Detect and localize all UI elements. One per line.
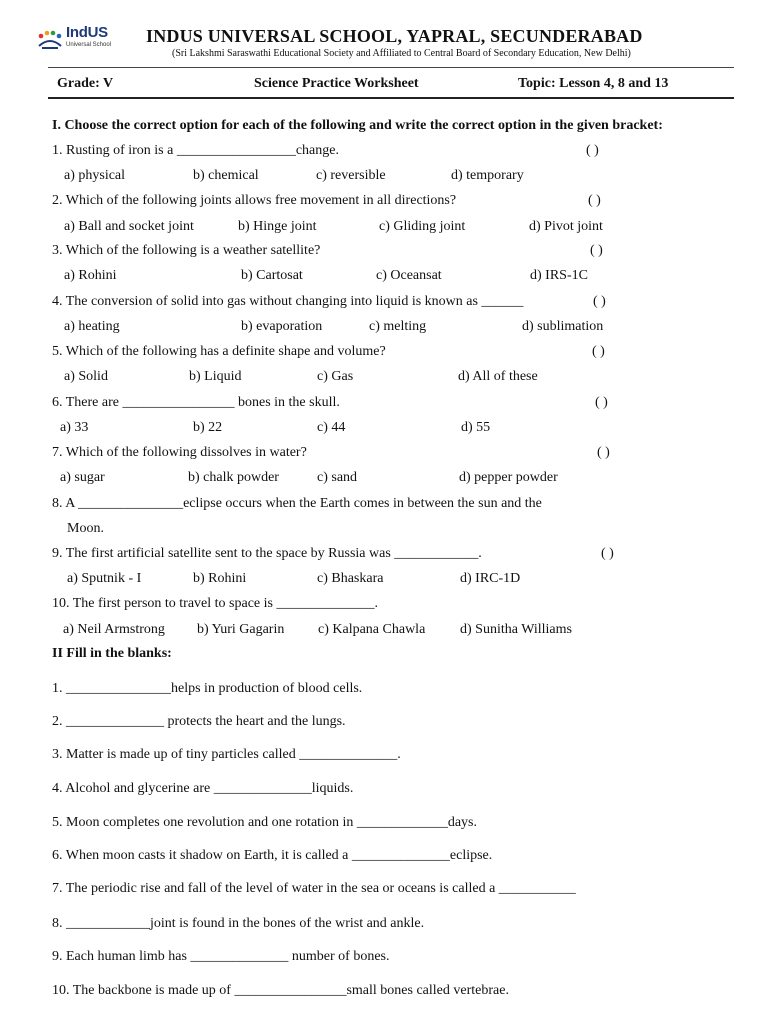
school-name: INDUS UNIVERSAL SCHOOL, YAPRAL, SECUNDERABAD (146, 26, 643, 46)
q9-option-a: a) Sputnik - I (67, 571, 142, 586)
q4-option-c: c) melting (369, 319, 427, 334)
answer-bracket-5: ( ) (592, 344, 605, 359)
q3-option-a: a) Rohini (64, 268, 117, 283)
fill-blank-2: 2. ______________ protects the heart and the lungs. (52, 714, 346, 729)
q3-option-b: b) Cartosat (241, 268, 303, 283)
fill-blank-8: 8. ____________joint is found in the bones of the wrist and ankle. (52, 916, 425, 931)
header-divider-bold (48, 97, 734, 99)
q4-option-b: b) evaporation (241, 319, 323, 334)
q6-option-d: d) 55 (461, 420, 491, 435)
answer-bracket-6: ( ) (595, 395, 608, 410)
q9-option-c: c) Bhaskara (317, 571, 384, 586)
answer-bracket-1: ( ) (586, 143, 599, 158)
question-9: 9. The first artificial satellite sent to the space by Russia was ____________. (52, 546, 482, 561)
fill-blank-4: 4. Alcohol and glycerine are ______________liquids. (52, 781, 354, 796)
q9-option-d: d) IRC-1D (460, 571, 521, 586)
answer-bracket-4: ( ) (593, 294, 606, 309)
q1-option-a: a) physical (64, 168, 126, 183)
q4-option-d: d) sublimation (522, 319, 604, 334)
question-6: 6. There are ________________ bones in the skull. (52, 395, 340, 410)
logo-subtext: Universal School (66, 42, 112, 48)
q3-option-d: d) IRS-1C (530, 268, 588, 283)
grade-label: Grade: V (57, 76, 114, 91)
topic-label: Topic: Lesson 4, 8 and 13 (518, 76, 669, 91)
society-line: (Sri Lakshmi Saraswathi Educational Society and Affiliated to Central Board of Secondary Education, New Delhi) (172, 48, 631, 59)
question-1: 1. Rusting of iron is a _________________change. (52, 143, 339, 158)
q2-option-b: b) Hinge joint (238, 219, 317, 234)
q6-option-c: c) 44 (317, 420, 346, 435)
answer-bracket-9: ( ) (601, 546, 614, 561)
q5-option-d: d) All of these (458, 369, 538, 384)
q2-option-c: c) Gliding joint (379, 219, 466, 234)
q2-option-d: d) Pivot joint (529, 219, 603, 234)
q6-option-b: b) 22 (193, 420, 223, 435)
school-logo (36, 24, 118, 58)
q4-option-a: a) heating (64, 319, 120, 334)
fill-blank-5: 5. Moon completes one revolution and one rotation in _____________days. (52, 815, 477, 830)
q7-option-b: b) chalk powder (188, 470, 279, 485)
q10-option-d: d) Sunitha Williams (460, 622, 572, 637)
q5-option-a: a) Solid (64, 369, 108, 384)
fill-blank-10: 10. The backbone is made up of ________________small bones called vertebrae. (52, 983, 509, 998)
question-4: 4. The conversion of solid into gas without changing into liquid is known as ______ (52, 294, 524, 309)
q2-option-a: a) Ball and socket joint (64, 219, 194, 234)
q1-option-c: c) reversible (316, 168, 386, 183)
fill-blank-7: 7. The periodic rise and fall of the level of water in the sea or oceans is called a ___________ (52, 881, 576, 896)
question-2: 2. Which of the following joints allows free movement in all directions? (52, 193, 457, 208)
question-3: 3. Which of the following is a weather satellite? (52, 243, 321, 258)
fill-blank-3: 3. Matter is made up of tiny particles called ______________. (52, 747, 401, 762)
q1-option-b: b) chemical (193, 168, 259, 183)
q7-option-a: a) sugar (60, 470, 105, 485)
fill-blank-1: 1. _______________helps in production of blood cells. (52, 681, 363, 696)
question-10: 10. The first person to travel to space is ______________. (52, 596, 378, 611)
q10-option-b: b) Yuri Gagarin (197, 622, 285, 637)
answer-bracket-3: ( ) (590, 243, 603, 258)
question-8: 8. A _______________eclipse occurs when the Earth comes in between the sun and the (52, 496, 542, 511)
section-1-heading: I. Choose the correct option for each of the following and write the correct option in the given bracket: (52, 118, 663, 133)
section-2-heading: II Fill in the blanks: (52, 646, 172, 661)
answer-bracket-7: ( ) (597, 445, 610, 460)
q3-option-c: c) Oceansat (376, 268, 442, 283)
q5-option-c: c) Gas (317, 369, 354, 384)
q9-option-b: b) Rohini (193, 571, 247, 586)
question-5: 5. Which of the following has a definite shape and volume? (52, 344, 386, 359)
q5-option-b: b) Liquid (189, 369, 242, 384)
q6-option-a: a) 33 (60, 420, 89, 435)
answer-bracket-2: ( ) (588, 193, 601, 208)
q10-option-a: a) Neil Armstrong (63, 622, 165, 637)
fill-blank-9: 9. Each human limb has ______________ number of bones. (52, 949, 390, 964)
question-8-continued: Moon. (67, 521, 104, 536)
header-divider (48, 67, 734, 68)
worksheet-title: Science Practice Worksheet (254, 76, 419, 91)
logo-brand-text: IndUS (66, 24, 108, 41)
q1-option-d: d) temporary (451, 168, 524, 183)
q7-option-c: c) sand (317, 470, 358, 485)
fill-blank-6: 6. When moon casts it shadow on Earth, it is called a ______________eclipse. (52, 848, 493, 863)
q10-option-c: c) Kalpana Chawla (318, 622, 426, 637)
logo-emblem-icon (36, 30, 64, 52)
question-7: 7. Which of the following dissolves in water? (52, 445, 307, 460)
q7-option-d: d) pepper powder (459, 470, 558, 485)
